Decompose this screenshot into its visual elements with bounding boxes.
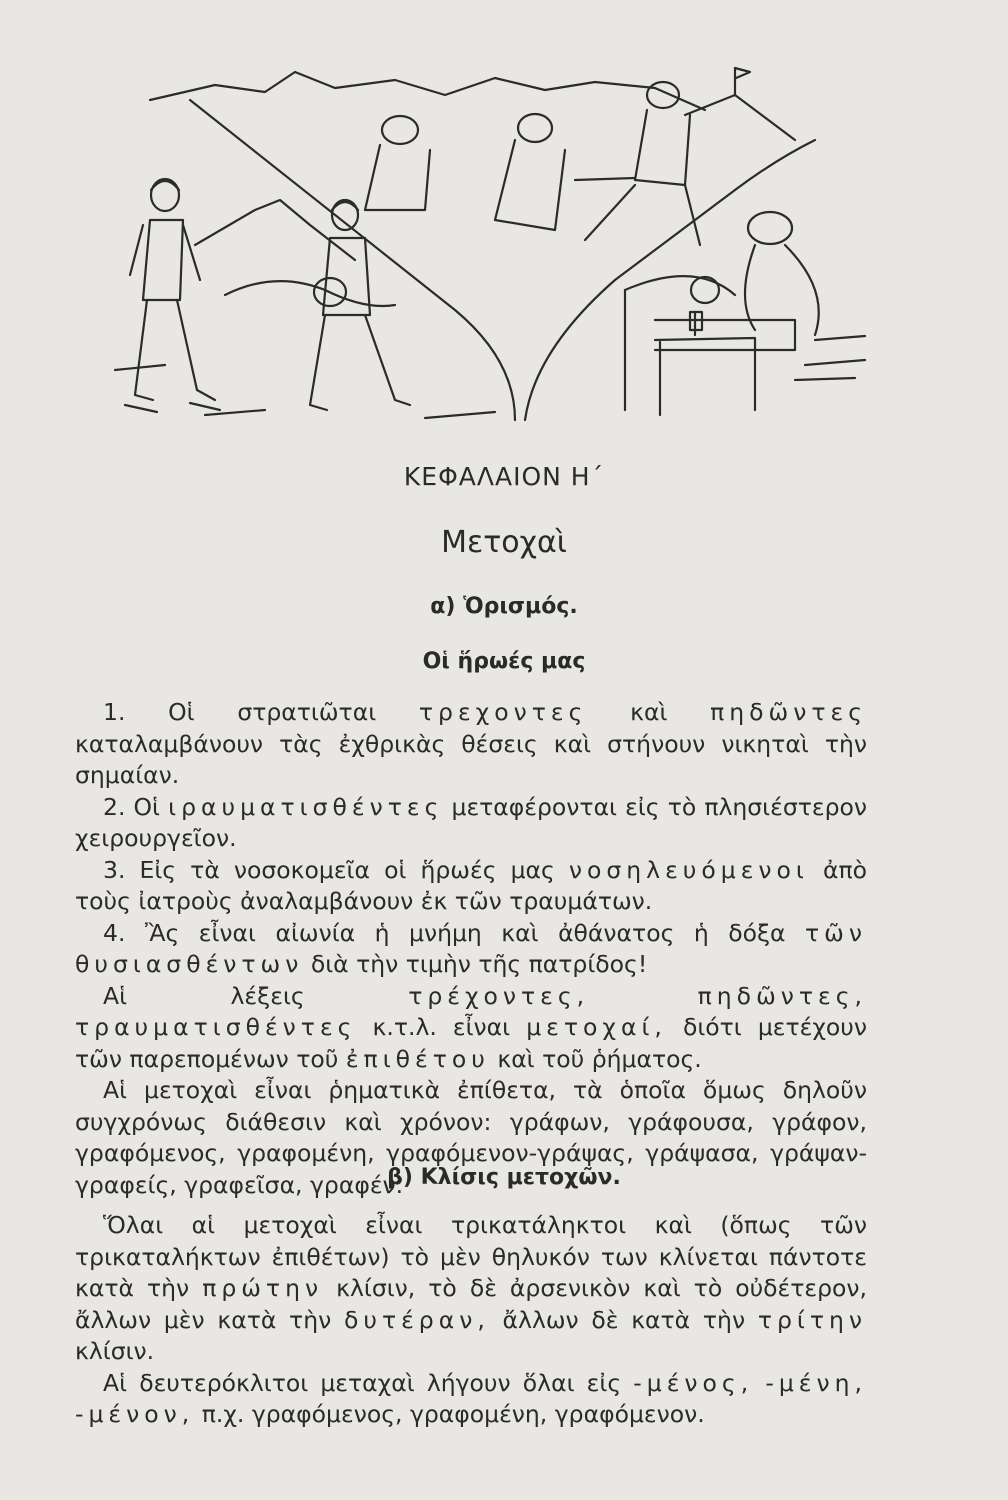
left-peak — [195, 200, 355, 260]
summit — [685, 95, 795, 140]
text: π.χ. γραφόμενος, γραφομένη, γραφόμενον. — [194, 1400, 705, 1428]
text: καταλαμβάνουν τὰς ἐχθρικὰς θέσεις καὶ στήνουν νικηταὶ τὴν σημαίαν. — [75, 729, 867, 789]
emphasized-word: νοσηλευόμενοι — [568, 855, 809, 884]
text: διὰ τὴν τιμὴν τῆς πατρίδος! — [303, 950, 648, 978]
text: ἄλλων δὲ κατὰ τὴν — [489, 1305, 758, 1334]
section-b-heading: β) Κλίσις μετοχῶν. — [387, 1165, 621, 1190]
paragraph-8 — [75, 1368, 867, 1431]
emphasized-word: πρώτην — [202, 1274, 324, 1302]
section-a-heading: α) Ὁρισμός. — [430, 594, 578, 619]
section-b-body — [75, 1210, 867, 1431]
text: Αἱ λέξεις — [103, 981, 409, 1010]
section-a-body — [75, 697, 867, 1201]
emphasized-word: δυτέραν, — [343, 1305, 490, 1334]
text: κ.τ.λ. εἶναι — [356, 1013, 527, 1041]
text: 1. Οἱ στρατιῶται — [103, 698, 419, 726]
text: 3. Εἰς τὰ νοσοκομεῖα οἱ ἥρωές μας — [103, 855, 569, 884]
text: 2. Οἱ — [103, 792, 169, 821]
paragraph-5 — [75, 981, 867, 1076]
emphasized-word: τῶν θυσιασθέντων — [75, 918, 867, 978]
hospital-scene — [625, 212, 819, 415]
chapter-illustration — [95, 60, 875, 440]
flag — [735, 68, 750, 78]
emphasized-word: τρεχοντες — [418, 698, 588, 726]
text: μεταφέρονται εἰς τὸ πλησιέστερον χειρουργεῖον. — [75, 792, 868, 852]
mountain-ridge — [150, 72, 705, 110]
soldier-standing — [125, 179, 220, 412]
divider-left — [190, 100, 515, 420]
section-a-subheading: Οἱ ἥρωές μας — [422, 649, 586, 674]
emphasized-word: ιραυματισθέντες — [168, 792, 444, 821]
paragraph-6: Αἱ μετοχαὶ εἶναι ῥηματικὰ ἐπίθετα, τὰ ὁποῖα ὅμως δηλοῦν συγχρόνως διάθεσιν καὶ χρόνον: γράφων, γράφουσα, γράφον, γραφόμενος, γραφομένη, γραφόμενον-γράψας, γράψασα, γράψαν-γραφείς, γραφεῖσα, γραφέν. — [75, 1076, 867, 1199]
text: Αἱ δευτερόκλιτοι μεταχαὶ λήγουν ὅλαι εἰς — [103, 1368, 634, 1397]
divider-right — [525, 140, 815, 420]
emphasized-word: πηδῶντες — [710, 698, 867, 726]
emphasized-word: -μένη, — [765, 1368, 867, 1397]
paragraph-3 — [75, 855, 867, 918]
paragraph-1 — [75, 697, 867, 792]
soldiers-climbing — [365, 82, 700, 245]
emphasized-word: -μένον, — [75, 1400, 195, 1428]
text: 4. Ἂς εἶναι αἰωνία ἡ μνήμη καὶ ἀθάνατος ἡ δόξα — [103, 918, 806, 947]
chapter-title: ΚΕΦΑΛΑΙΟΝ Η΄ — [403, 462, 605, 491]
text: ἀπὸ τοὺς ἰατροὺς ἀναλαμβάνουν ἐκ τῶν τραυμάτων. — [75, 855, 867, 915]
emphasized-word: τρίτην — [757, 1305, 867, 1334]
text: Ὅλαι αἱ μετοχαὶ εἶναι τρικατάληκτοι καὶ (ὅπως τῶν τρικαταλήκτων ἐπιθέτων) τὸ μὲν θηλυκόν των κλίνεται πάντοτε κατὰ τὴν — [75, 1211, 867, 1302]
text: κλίσιν. — [75, 1337, 155, 1365]
emphasized-word: τρέχοντες, πηδῶντες, τραυματισθέντες — [75, 981, 867, 1041]
emphasized-word: -μένος, — [633, 1368, 754, 1397]
text — [753, 1369, 765, 1397]
text: καὶ τοῦ ῥήματος. — [489, 1044, 702, 1073]
paragraph-4 — [75, 918, 867, 981]
text: διότι μετέχουν τῶν παρεπομένων τοῦ — [75, 1013, 867, 1073]
text: κλίσιν, τὸ δὲ ἀρσενικὸν καὶ τὸ οὐδέτερον, ἄλλων μὲν κατὰ τὴν — [75, 1274, 868, 1334]
emphasized-word: μετοχαί, — [526, 1013, 667, 1041]
subject-title: Μετοχαὶ — [441, 525, 567, 560]
paragraph-2 — [75, 792, 867, 855]
text: καὶ — [587, 698, 711, 726]
emphasized-word: ἐπιθέτου — [345, 1044, 490, 1073]
paragraph-7 — [75, 1210, 867, 1368]
